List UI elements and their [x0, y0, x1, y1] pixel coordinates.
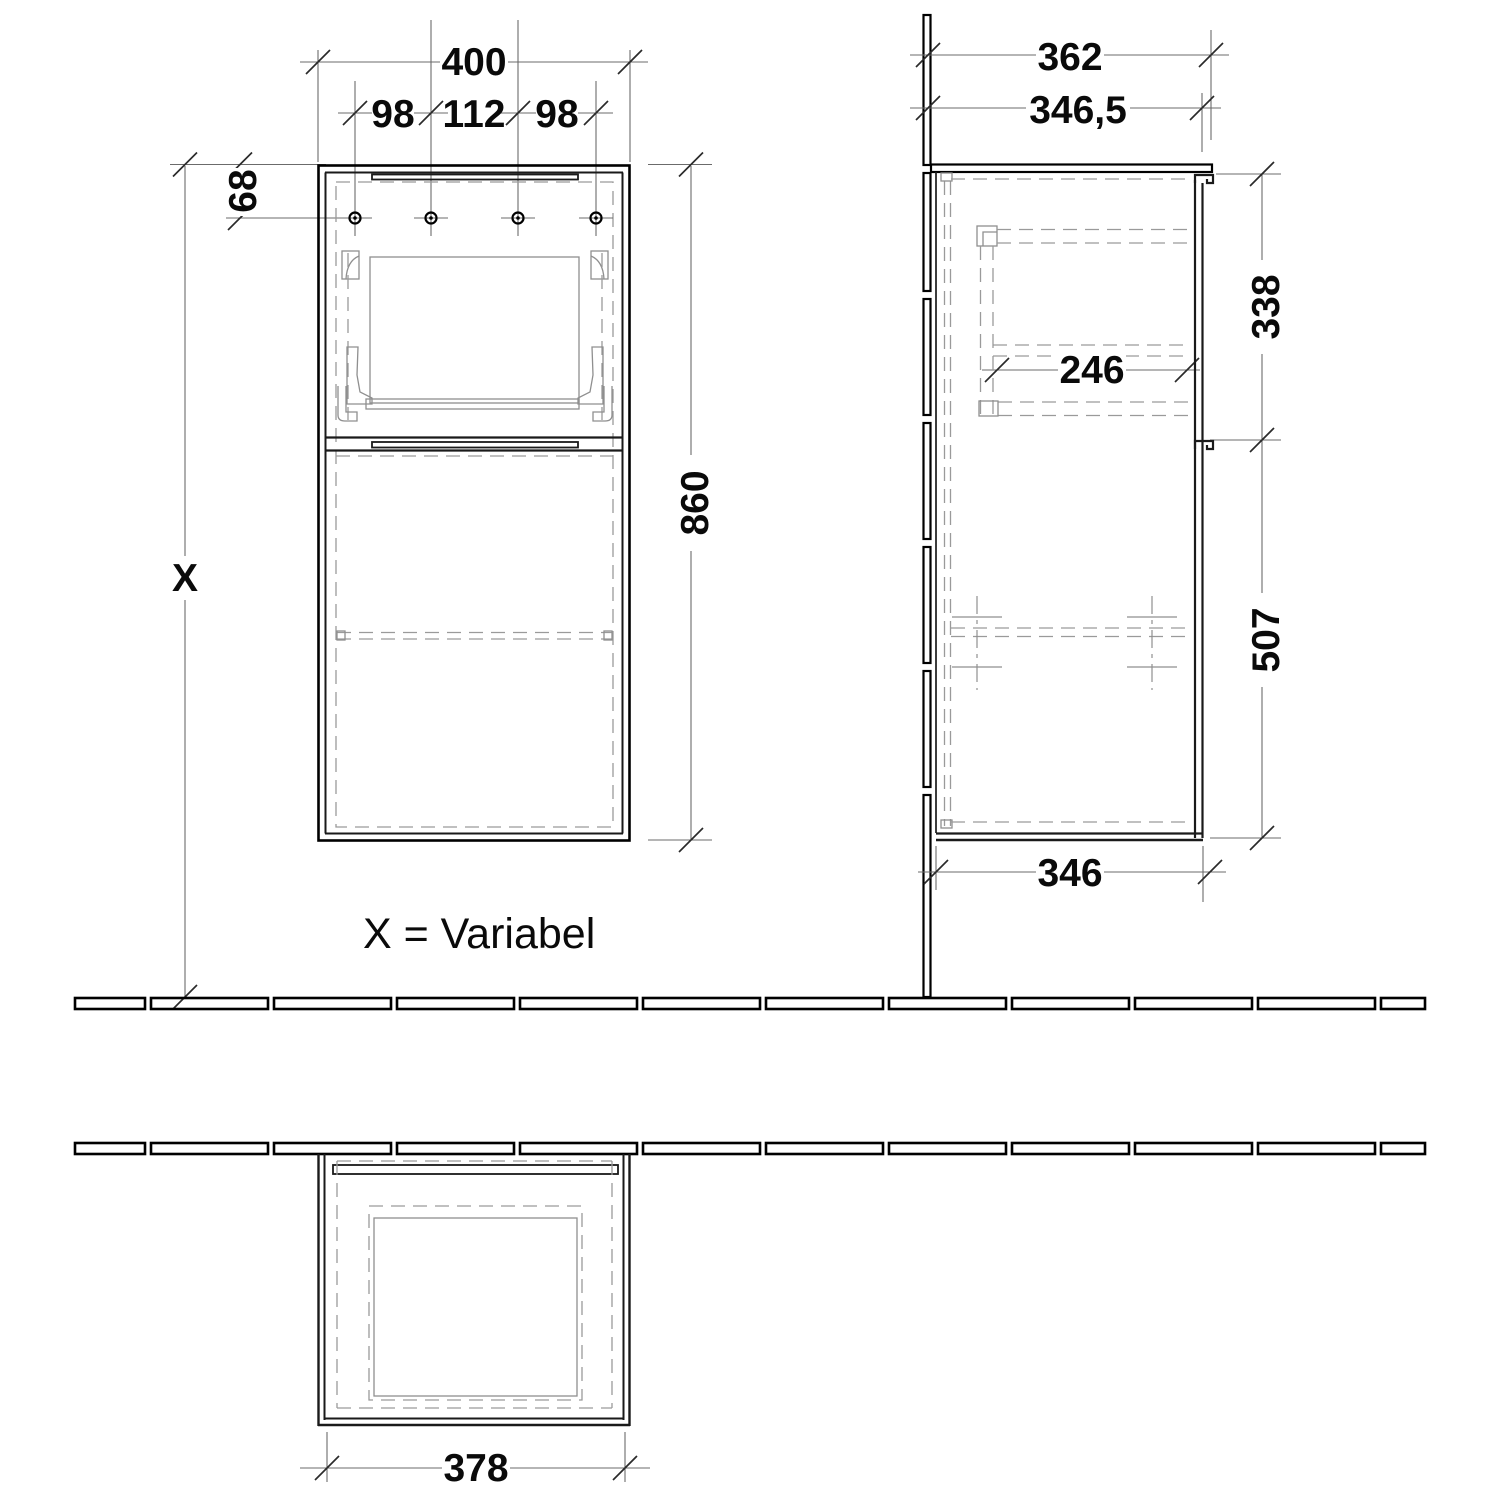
dim-front-hole-left: 98	[371, 93, 415, 136]
dim-front-hole-right: 98	[535, 93, 579, 136]
dim-side-lower-height: 507	[1245, 607, 1288, 673]
plan-view	[300, 1154, 650, 1490]
dim-front-wall-height: X	[171, 557, 199, 600]
side-dimension-lines	[910, 30, 1281, 902]
floor-line-upper	[75, 998, 1425, 1009]
dim-side-upper-height: 338	[1245, 274, 1288, 340]
dim-side-inner-depth: 246	[1059, 349, 1125, 392]
dim-front-hole-mid: 112	[442, 93, 506, 136]
side-view	[910, 15, 1288, 997]
front-cabinet-body	[319, 166, 630, 841]
front-view	[165, 20, 717, 1009]
floor-line-lower	[75, 1143, 1425, 1154]
dim-side-top-depth: 362	[1037, 36, 1103, 79]
dim-side-bottom-depth: 346	[1037, 852, 1103, 895]
plan-dimension	[300, 1432, 650, 1490]
side-hinge-marks	[951, 596, 1186, 690]
dim-front-width: 400	[441, 41, 507, 84]
dim-front-hole-top-offset: 68	[222, 169, 265, 213]
side-cabinet-body	[931, 165, 1213, 841]
plan-cabinet-body	[318, 1154, 630, 1426]
dim-side-body-depth: 346,5	[1029, 89, 1127, 132]
wall-section	[924, 15, 931, 997]
note-x-variabel: X = Variabel	[363, 910, 596, 958]
front-mounting-holes	[338, 213, 613, 224]
side-dimension-texts	[1026, 34, 1288, 895]
dim-front-height: 860	[674, 470, 717, 536]
front-drawer-hidden-parts	[338, 251, 612, 421]
dim-plan-width: 378	[443, 1447, 509, 1490]
front-dimension-texts	[165, 40, 717, 600]
